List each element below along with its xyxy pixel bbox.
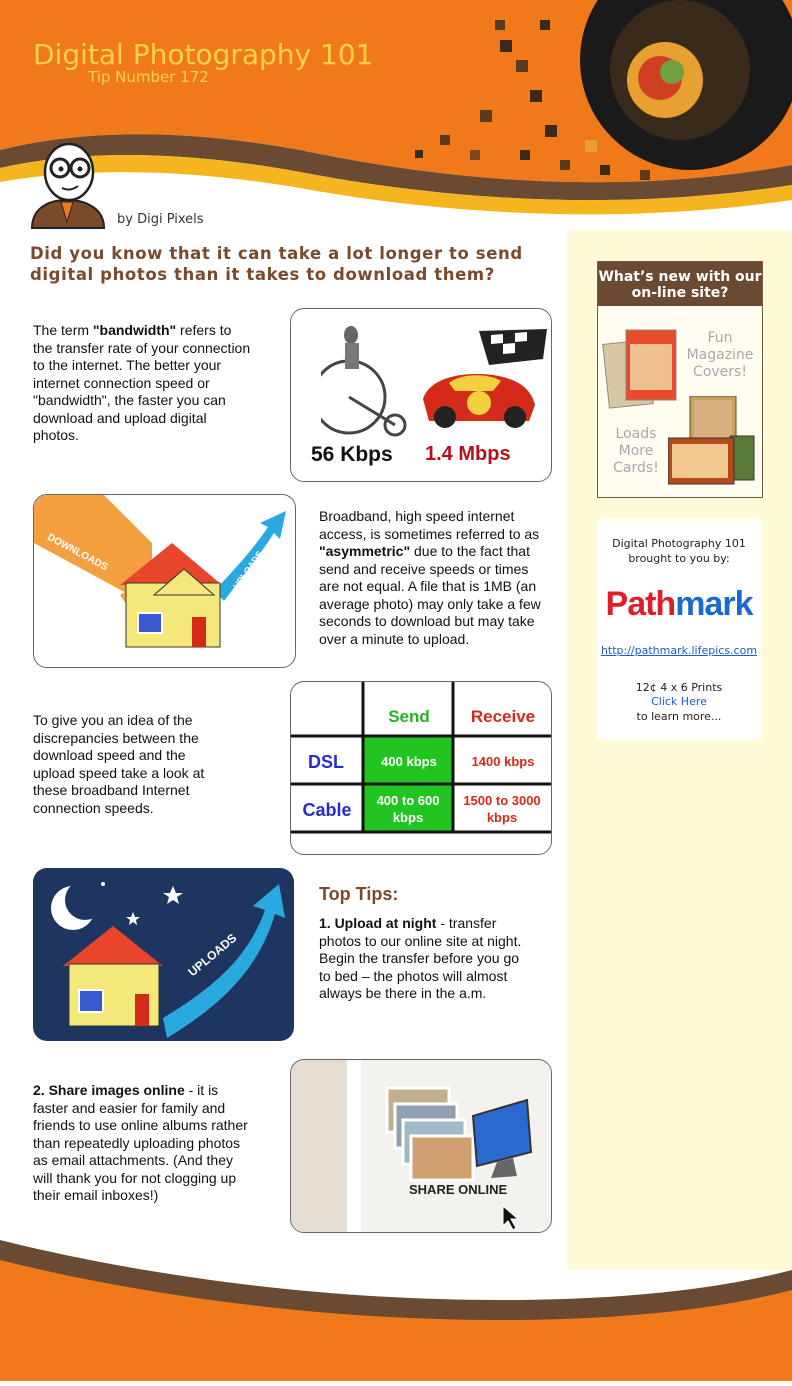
bandwidth-term: "bandwidth" xyxy=(92,322,177,338)
tip-2-title: 2. Share images online xyxy=(33,1082,185,1098)
footer-banner xyxy=(0,1240,792,1381)
bandwidth-text-1: The term xyxy=(33,322,93,338)
night-upload-illustration xyxy=(33,868,294,1041)
header-graphic xyxy=(0,0,792,235)
bandwidth-text xyxy=(33,322,253,445)
tip-1-title: 1. Upload at night xyxy=(319,915,437,931)
pathmark-logo xyxy=(597,585,761,624)
tip-1 xyxy=(319,915,534,1003)
prints-offer: 12¢ 4 x 6 Prints xyxy=(635,681,723,694)
sponsor-line-2: brought to you by: xyxy=(628,552,730,565)
asymmetric-term: "asymmetric" xyxy=(319,543,411,559)
header-banner xyxy=(0,0,792,235)
cable-send: 400 to 600 kbps xyxy=(376,793,440,825)
share-online-panel xyxy=(290,1059,552,1233)
click-here-link[interactable]: Click Here xyxy=(651,695,707,708)
loads-cards-text: Loads More Cards! xyxy=(613,426,659,476)
cable-receive: 1500 to 3000 kbps xyxy=(463,793,541,825)
fun-covers-text: Fun Magazine Covers! xyxy=(686,330,754,380)
byline: by Digi Pixels xyxy=(117,212,204,227)
dsl-send: 400 kbps xyxy=(381,754,437,769)
tip-number: Tip Number 172 xyxy=(88,68,209,86)
whats-new-box[interactable] xyxy=(597,261,763,498)
pathmark-logo-path: Path xyxy=(605,585,676,623)
tip-2 xyxy=(33,1082,248,1205)
share-online-label: SHARE ONLINE xyxy=(409,1182,508,1197)
whats-new-heading: What’s new with our on-line site? xyxy=(598,262,762,306)
send-header: Send xyxy=(388,707,430,726)
bandwidth-text-2: refers to the transfer rate of your connection to the internet. The better your internet connection speed or "bandwidth", the faster you can download and upload digital photos. xyxy=(33,322,251,443)
sponsor-line-1: Digital Photography 101 xyxy=(612,537,746,550)
share-online-illustration xyxy=(291,1060,551,1232)
penny-farthing-icon xyxy=(321,317,411,437)
bandwidth-panel xyxy=(290,308,552,482)
downloads-label: DOWNLOADS xyxy=(45,531,110,574)
download-upload-illustration xyxy=(34,495,295,667)
asymmetric-text-1: Broadband, high speed internet access, is sometimes referred to as xyxy=(319,508,540,542)
sponsor-box xyxy=(597,519,761,740)
tip-2-text: - it is faster and easier for family and friends to use online albums rather than repeatedly uploading photos as email attachments. (And they will thank you for not clogging up their email inboxes!) xyxy=(33,1082,248,1203)
receive-header: Receive xyxy=(470,707,536,726)
dsl-receive: 1400 kbps xyxy=(471,754,535,769)
top-tips-heading: Top Tips: xyxy=(319,884,399,904)
pathmark-logo-mark: mark xyxy=(675,585,753,623)
fast-speed-label: 1.4 Mbps xyxy=(425,443,511,465)
photo-cards-image xyxy=(668,396,758,492)
pathmark-url-link[interactable]: http://pathmark.lifepics.com xyxy=(600,644,758,657)
asymmetric-panel xyxy=(33,494,296,668)
asymmetric-text xyxy=(319,508,544,648)
dsl-label: DSL xyxy=(308,752,344,772)
page-title: Digital Photography 101 xyxy=(33,38,374,71)
slow-speed-label: 56 Kbps xyxy=(311,443,393,466)
night-uploads-label: UPLOADS xyxy=(185,930,240,980)
tip-1-text: - transfer photos to our online site at night. Begin the transfer before you go to bed – the photos will almost always be there in the a.m. xyxy=(319,915,522,1001)
learn-more-text: to learn more... xyxy=(636,710,722,723)
footer-graphic xyxy=(0,1240,792,1381)
cable-label: Cable xyxy=(302,800,352,820)
uploads-label: UPLOADS xyxy=(231,549,265,591)
night-upload-panel xyxy=(33,868,294,1041)
race-car-icon xyxy=(419,329,549,429)
asymmetric-text-2: due to the fact that send and receive speeds or times are not equal. A file that is 1MB (an average photo) may only take a few seconds to download but may take over a minute to upload. xyxy=(319,543,541,647)
speeds-text: To give you an idea of the discrepancies between the download speed and the upload speed take a look at these broadband Internet connection speeds. xyxy=(33,712,205,816)
speed-table xyxy=(290,681,552,855)
cartoon-avatar xyxy=(24,140,110,230)
intro-question: Did you know that it can take a lot longer to send digital photos than it takes to download them? xyxy=(30,244,523,284)
